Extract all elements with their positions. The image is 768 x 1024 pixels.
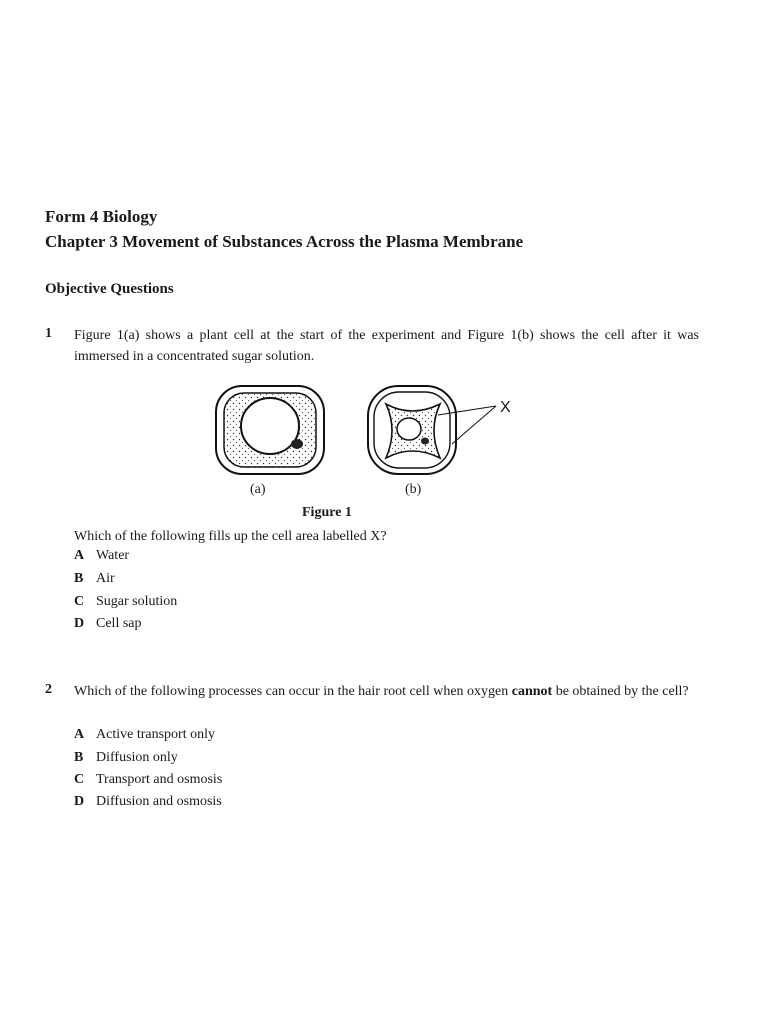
question-text: Figure 1(a) shows a plant cell at the start of the experiment and Figure 1(b) shows the cell after it was immersed in a concentrated sugar solution. <box>74 328 699 364</box>
option-letter: C <box>74 772 85 787</box>
option-letter: A <box>74 548 85 563</box>
course-title: Form 4 Biology <box>45 207 158 226</box>
option-letter: C <box>74 594 85 609</box>
option-letter: A <box>74 727 85 742</box>
option-text: Cell sap <box>96 616 142 631</box>
chapter-title: Chapter 3 Movement of Substances Across the Plasma Membrane <box>45 232 524 251</box>
option-a[interactable] <box>74 546 129 566</box>
section-title: Objective Questions <box>45 281 174 297</box>
option-text: Diffusion only <box>96 750 178 765</box>
option-text: Water <box>96 548 130 563</box>
option-text: Active transport only <box>96 727 215 742</box>
figure-label-b: (b) <box>405 482 422 497</box>
option-c[interactable] <box>74 770 222 790</box>
question-text-part: Which of the following processes can occur in the hair root cell when oxygen <box>74 684 512 699</box>
option-a[interactable] <box>74 725 215 745</box>
option-text: Air <box>96 571 115 586</box>
cell-b-illustration <box>368 386 456 474</box>
question-number: 1 <box>45 326 52 341</box>
option-letter: B <box>74 750 84 765</box>
cell-a-illustration <box>216 386 324 474</box>
question-text <box>74 681 699 702</box>
option-text: Transport and osmosis <box>96 772 223 787</box>
question-prompt: Which of the following fills up the cell area labelled X? <box>74 529 387 544</box>
option-letter: D <box>74 616 85 631</box>
question-emphasis: cannot <box>511 684 553 699</box>
option-letter: B <box>74 571 84 586</box>
question-number: 2 <box>45 682 52 697</box>
question-text-part: be obtained by the cell? <box>552 684 689 699</box>
option-b[interactable] <box>74 569 115 589</box>
option-letter: D <box>74 794 85 809</box>
option-d[interactable] <box>74 792 222 812</box>
label-x: X <box>500 399 511 416</box>
option-text: Sugar solution <box>96 594 178 609</box>
figure-label-a: (a) <box>250 482 266 497</box>
option-d[interactable] <box>74 614 142 634</box>
option-c[interactable] <box>74 592 177 612</box>
option-b[interactable] <box>74 748 178 768</box>
figure-caption-text: Figure 1 <box>302 505 352 520</box>
option-text: Diffusion and osmosis <box>96 794 222 809</box>
